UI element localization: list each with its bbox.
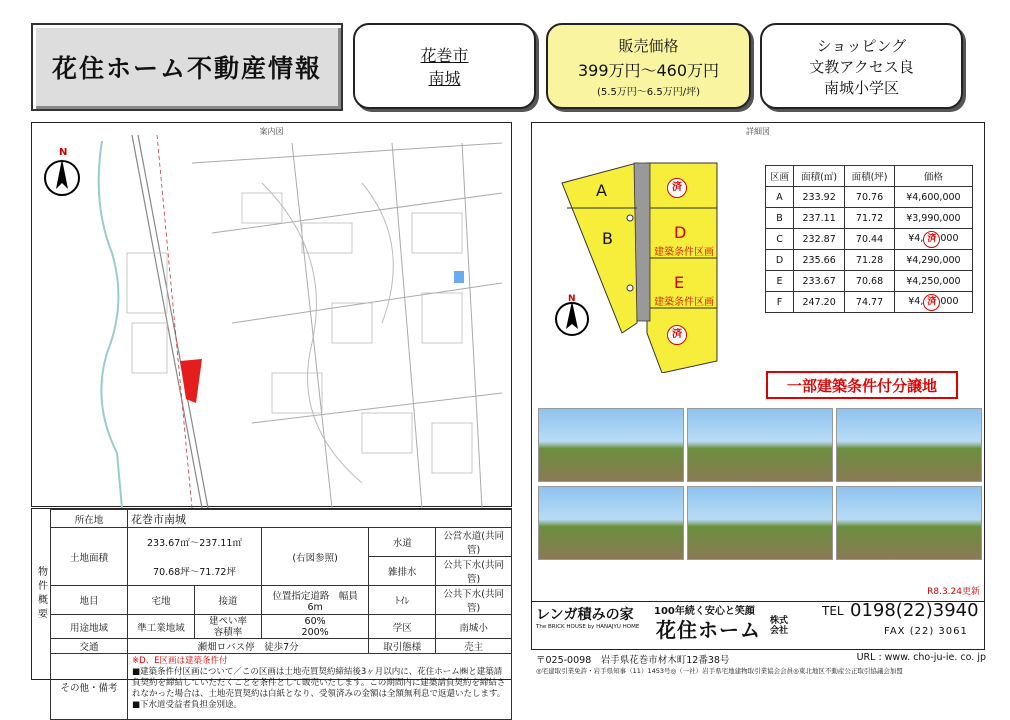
license-info: ◎宅建取引業免許・岩手県知事（11）1453号◎（一社）岩手県宅地建物取引業協会会員◎東北地区不動産公正取引協議会加盟 bbox=[536, 667, 903, 675]
property-info-table bbox=[50, 509, 512, 720]
price-cell: ¥3,990,000 bbox=[894, 208, 972, 229]
road-value bbox=[262, 586, 369, 615]
chimoku-label: 地目 bbox=[51, 586, 128, 615]
tel-number: 0198(22)3940 bbox=[850, 600, 979, 621]
sqm-cell: 232.87 bbox=[794, 229, 845, 250]
site-photo bbox=[836, 486, 982, 560]
sold-badge: 済 bbox=[923, 231, 940, 248]
svg-text:N: N bbox=[568, 294, 576, 304]
table-row bbox=[766, 229, 973, 250]
site-photo bbox=[687, 408, 833, 482]
detail-caption: 詳細図 bbox=[746, 127, 770, 136]
feature-school: 南城小学区 bbox=[823, 78, 899, 97]
transport-label: 交通 bbox=[51, 639, 128, 654]
site-photo bbox=[687, 486, 833, 560]
col-header-sqm: 面積(㎡) bbox=[794, 166, 845, 187]
area-map bbox=[32, 123, 513, 508]
summary-side-label: 物件概要 bbox=[32, 509, 51, 679]
price-cell: ¥4,600,000 bbox=[894, 187, 972, 208]
far-label: 容積率 bbox=[213, 626, 243, 638]
fax-number: FAX (22) 3061 bbox=[884, 626, 968, 637]
company-kaisha: 株式会社 bbox=[770, 616, 789, 636]
feature-shopping: ショッピング bbox=[816, 36, 907, 55]
price-sub: (5.5万円～6.5万円/坪) bbox=[597, 86, 700, 98]
sqm-cell: 233.92 bbox=[794, 187, 845, 208]
postal-address: 〒025-0098 岩手県花巻市材木町12番38号 bbox=[536, 655, 730, 666]
drain-label: 雑排水 bbox=[369, 557, 436, 586]
site-photo bbox=[538, 408, 684, 482]
price-cell: ¥4,250,000 bbox=[894, 271, 972, 292]
price-suffix: 000 bbox=[940, 232, 959, 244]
price-cell: ¥4,290,000 bbox=[894, 250, 972, 271]
toilet-value: 公共下水(共同管) bbox=[436, 586, 512, 615]
coverage-label: 建ぺい率 bbox=[208, 615, 247, 627]
price-cell bbox=[894, 229, 972, 250]
lot-cell: F bbox=[766, 292, 794, 313]
brand-slogan: レンガ積みの家 bbox=[536, 607, 634, 623]
table-row bbox=[766, 187, 973, 208]
company-address bbox=[536, 652, 986, 666]
table-row bbox=[766, 271, 973, 292]
table-row bbox=[766, 250, 973, 271]
table-row bbox=[766, 208, 973, 229]
price-prefix: ¥4, bbox=[908, 295, 924, 307]
sqm-cell: 235.66 bbox=[794, 250, 845, 271]
lot-d-label: D bbox=[674, 223, 687, 242]
map-panel bbox=[31, 122, 512, 507]
lot-b-label: B bbox=[602, 229, 613, 248]
tsubo-cell: 71.72 bbox=[845, 208, 895, 229]
other-notes bbox=[128, 654, 512, 720]
svg-text:N: N bbox=[59, 147, 68, 158]
sqm-cell: 247.20 bbox=[794, 292, 845, 313]
property-summary bbox=[31, 508, 512, 710]
other-label: その他・備考 bbox=[51, 654, 128, 720]
location-tab bbox=[353, 23, 536, 109]
road-type: 位置指定道路 bbox=[272, 590, 330, 602]
price-prefix: ¥4, bbox=[908, 232, 924, 244]
loc-value: 花巻市南城 bbox=[128, 510, 512, 528]
coverage-value: 60% bbox=[304, 615, 326, 627]
feature-access: 文教アクセス良 bbox=[809, 57, 914, 76]
toilet-label: ﾄｲﾚ bbox=[369, 586, 436, 615]
drain-value: 公共下水(共同管) bbox=[436, 557, 512, 586]
price-cell bbox=[894, 292, 972, 313]
page-title: 花住ホーム不動産情報 bbox=[31, 23, 343, 111]
tsubo-cell: 70.68 bbox=[845, 271, 895, 292]
trade-value: 売主 bbox=[436, 639, 512, 654]
school-value: 南城小 bbox=[436, 615, 512, 639]
trade-label: 取引態様 bbox=[369, 639, 436, 654]
coverage-labels bbox=[195, 615, 262, 639]
note-condition: ※D、E区画は建築条件付 bbox=[132, 656, 228, 666]
price-tab bbox=[546, 23, 751, 109]
water-label: 水道 bbox=[369, 528, 436, 557]
lot-cell: D bbox=[766, 250, 794, 271]
lot-cell: A bbox=[766, 187, 794, 208]
partial-condition-banner: 一部建築条件付分譲地 bbox=[766, 371, 958, 399]
tsubo-cell: 71.28 bbox=[845, 250, 895, 271]
lot-e-label: E bbox=[674, 273, 685, 292]
lot-price-table bbox=[765, 165, 973, 313]
lot-cell: B bbox=[766, 208, 794, 229]
brand-subtitle: The BRICK HOUSE by HANAJYU HOME bbox=[536, 624, 640, 630]
tsubo-cell: 70.76 bbox=[845, 187, 895, 208]
location-city: 花巻市 bbox=[420, 46, 469, 65]
area-ref: (右図参照) bbox=[262, 528, 369, 586]
area-label: 土地面積 bbox=[51, 528, 128, 586]
price-suffix: 000 bbox=[940, 295, 959, 307]
company-tagline: 100年続く安心と笑顔 bbox=[654, 606, 755, 617]
far-value: 200% bbox=[301, 626, 329, 638]
col-header-tsubo: 面積(坪) bbox=[845, 166, 895, 187]
lot-cell: E bbox=[766, 271, 794, 292]
site-photo bbox=[836, 408, 982, 482]
tsubo-cell: 74.77 bbox=[845, 292, 895, 313]
col-header-lot: 区画 bbox=[766, 166, 794, 187]
company-block bbox=[531, 600, 985, 650]
chimoku-value: 宅地 bbox=[128, 586, 195, 615]
sqm-cell: 237.11 bbox=[794, 208, 845, 229]
lot-f-sold-badge: 済 bbox=[667, 325, 687, 345]
updated-date: R8.3.24更新 bbox=[927, 587, 980, 597]
coverage-values bbox=[262, 615, 369, 639]
tel-label: TEL bbox=[822, 604, 844, 618]
company-url[interactable]: URL : www. cho-ju-ie. co. jp bbox=[856, 652, 986, 663]
lot-a-label: A bbox=[596, 181, 607, 200]
lot-d-condition: 建築条件区画 bbox=[654, 247, 714, 258]
sqm-cell: 233.67 bbox=[794, 271, 845, 292]
water-value: 公営水道(共同管) bbox=[436, 528, 512, 557]
lot-cell: C bbox=[766, 229, 794, 250]
zone-value: 準工業地域 bbox=[128, 615, 195, 639]
map-caption: 案内図 bbox=[259, 127, 284, 136]
road-label: 接道 bbox=[195, 586, 262, 615]
detail-north-icon bbox=[552, 293, 592, 337]
lot-plan bbox=[542, 143, 762, 373]
school-label: 学区 bbox=[369, 615, 436, 639]
price-main: 399万円～460万円 bbox=[577, 60, 720, 80]
location-area: 南城 bbox=[428, 69, 461, 88]
features-tab bbox=[760, 23, 963, 109]
area-tsubo: 70.68坪～71.72坪 bbox=[128, 557, 262, 586]
note-body: ■建築条件付区画について／この区画は土地売買契約締結後3ヶ月以内に、花住ホーム㈱と建築請負契約を締結していただくことを条件として販売いたします。この期間内に建築請負契約を締結されなかった場合は、土地売買契約は白紙となり、受領済みの金額は全額無利息で返還いたします。■下水道受益者負担金別途。 bbox=[132, 667, 506, 710]
site-photo bbox=[538, 486, 684, 560]
price-label: 販売価格 bbox=[618, 36, 679, 55]
col-header-price: 価格 bbox=[894, 166, 972, 187]
sold-badge: 済 bbox=[923, 294, 940, 311]
zone-label: 用途地域 bbox=[51, 615, 128, 639]
tsubo-cell: 70.44 bbox=[845, 229, 895, 250]
area-sqm: 233.67㎡～237.11㎡ bbox=[128, 528, 262, 557]
table-row bbox=[766, 292, 973, 313]
detail-panel bbox=[531, 122, 985, 602]
transport-value: 瀬畑ロバス停 徒歩7分 bbox=[128, 639, 369, 654]
company-logo: 花住ホーム bbox=[656, 618, 761, 642]
road-width: 幅員6m bbox=[307, 590, 358, 613]
lot-c-sold-badge: 済 bbox=[667, 178, 687, 198]
loc-label: 所在地 bbox=[51, 510, 128, 528]
lot-e-condition: 建築条件区画 bbox=[654, 297, 714, 308]
